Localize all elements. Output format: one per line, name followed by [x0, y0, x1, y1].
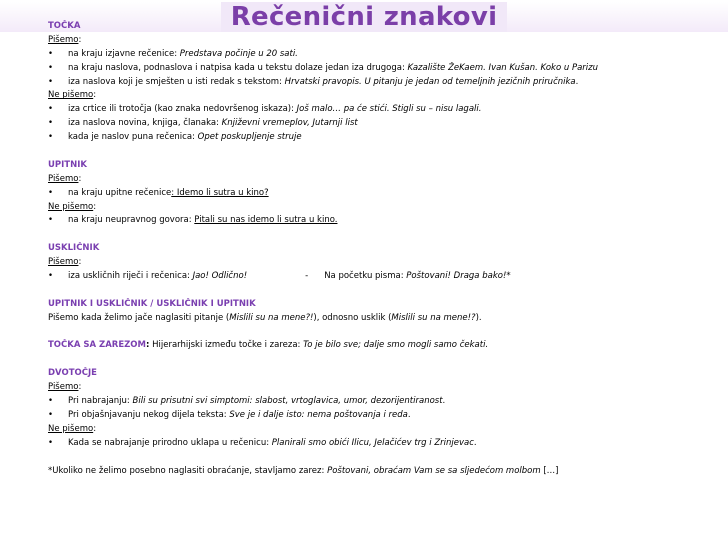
label-pisemo: Pišemo: — [48, 257, 82, 268]
list-item: • na kraju neupravnog govora: Pitali su nas idemo li sutra u kino. — [48, 215, 338, 226]
label-pisemo: Pišemo: — [48, 34, 82, 45]
list-item: • iza naslova novina, knjiga, članaka: Književni vremeplov, Jutarnji list — [48, 118, 358, 129]
paragraph: Pišemo kada želimo jače naglasiti pitanje (Mislili su na mene?!), odnosno usklik (Mislili su na mene!?). — [48, 312, 482, 323]
list-item: • Kada se nabrajanje prirodno uklapa u rečenicu: Planirali smo obići Ilicu, Jelačićev trg i Zrinjevac. — [48, 437, 477, 448]
list-item: • na kraju upitne rečenice: Idemo li sutra u kino? — [48, 187, 269, 198]
list-item: • na kraju izjavne rečenice: Predstava počinje u 20 sati. — [48, 48, 298, 59]
label-pisemo: Pišemo: — [48, 173, 82, 184]
list-item: • iza crtice ili trotočja (kao znaka nedovršenog iskaza): Još malo… pa će stići. Stigli su – nisu lagali. — [48, 104, 482, 115]
list-item: • Pri objašnjavanju nekog dijela teksta: Sve je i dalje isto: nema poštovanja i reda. — [48, 409, 411, 420]
list-item: • Pri nabrajanju: Bili su prisutni svi simptomi: slabost, vrtoglavica, umor, dezorijentiranost. — [48, 396, 446, 407]
list-item: • iza naslova koji je smješten u isti redak s tekstom: Hrvatski pravopis. U pitanju je jedan od temeljnih jezičnih priručnika. — [48, 76, 579, 87]
section-heading-dvotocje: DVOTOČJE — [48, 368, 97, 379]
footnote: *Ukoliko ne želimo posebno naglasiti obraćanje, stavljamo zarez: Poštovani, obraćam Vam se sa sljedećom molbom […] — [48, 465, 559, 476]
section-heading-upitnik: UPITNIK — [48, 159, 87, 170]
list-item: • kada je naslov puna rečenica: Opet poskupljenje struje — [48, 132, 302, 143]
section-heading-upitnik-usklicnik: UPITNIK I USKLIČNIK / USKLIČNIK I UPITNIK — [48, 298, 256, 309]
label-ne-pisemo: Ne pišemo: — [48, 423, 97, 434]
label-ne-pisemo: Ne pišemo: — [48, 201, 97, 212]
section-heading-tocka: TOČKA — [48, 21, 81, 31]
paragraph-tocka-zarez: TOČKA SA ZAREZOM: Hijerarhijski između točke i zareza: To je bilo sve; dalje smo mogli samo čekati. — [48, 340, 489, 351]
label-pisemo: Pišemo: — [48, 382, 82, 393]
page-title-text: Rečenični znakovi — [221, 2, 508, 32]
section-heading-tocka-zarez: TOČKA SA ZAREZOM — [48, 340, 146, 351]
document-body — [48, 20, 720, 478]
label-ne-pisemo: Ne pišemo: — [48, 90, 97, 101]
list-item: • iza uskličnih riječi i rečenica: Jao! Odlično! - Na početku pisma: Poštovani! Draga bako!* — [48, 271, 511, 282]
section-heading-usklicnik: USKLIČNIK — [48, 243, 100, 254]
list-item: • na kraju naslova, podnaslova i natpisa kada u tekstu dolaze jedan iza drugoga: Kazalište ŽeKaem. Ivan Kušan. Koko u Parizu — [48, 62, 598, 73]
